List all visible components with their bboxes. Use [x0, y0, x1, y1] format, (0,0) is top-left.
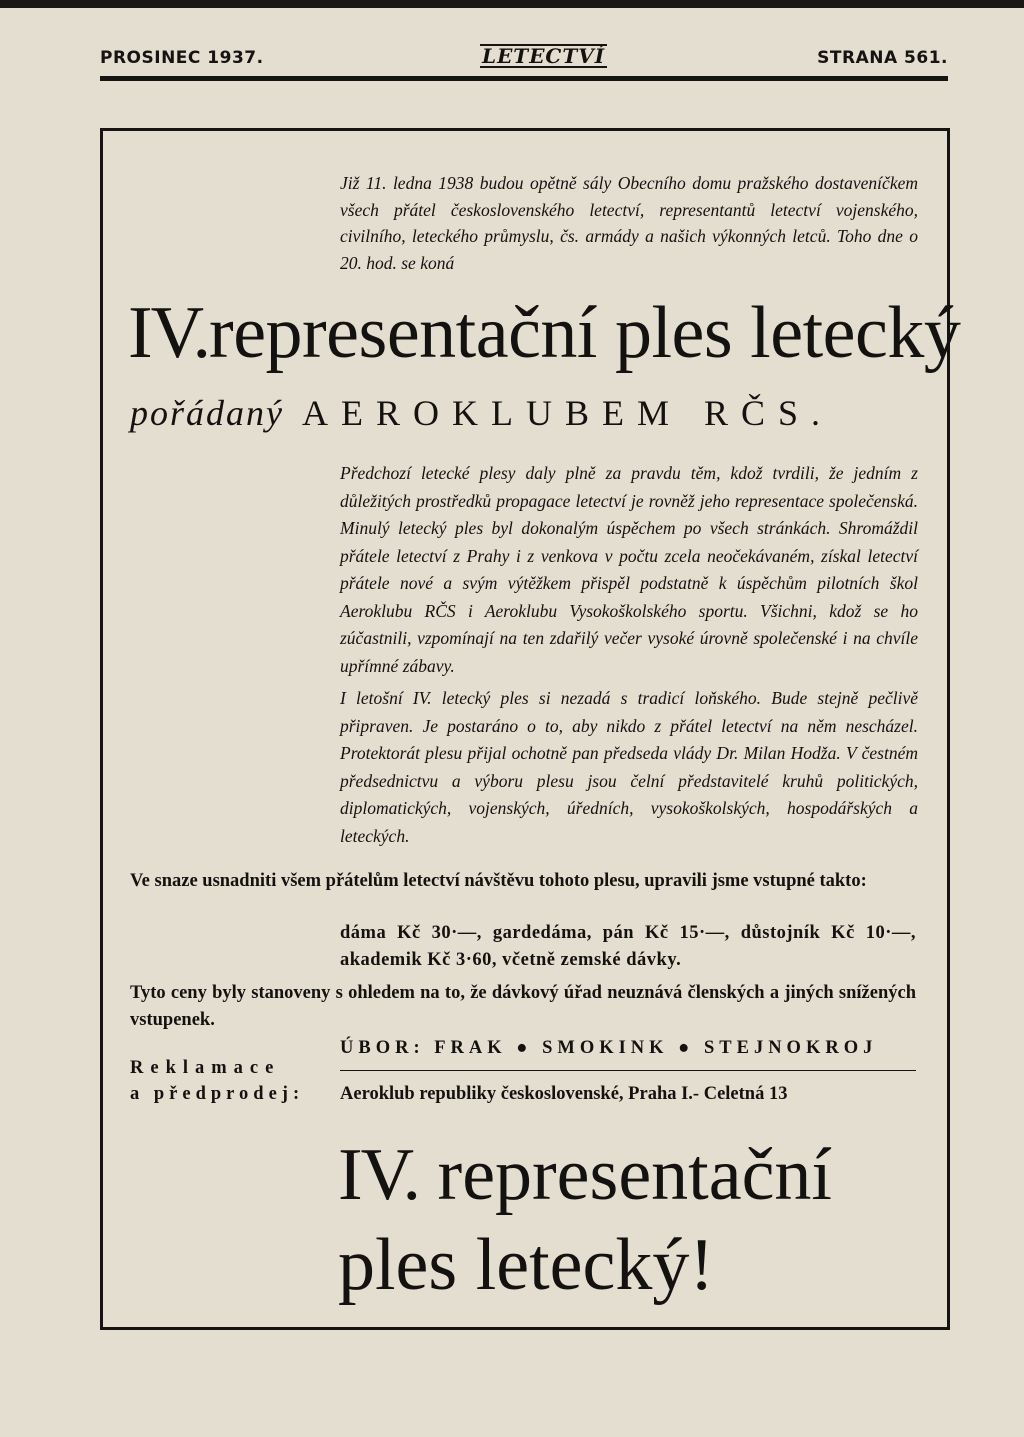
- ball-title: [128, 288, 961, 378]
- prices-note: Tyto ceny byly stanoveny s ohledem na to, že dávkový úřad neuznává členských a jiných snížených vstupenek.: [130, 983, 916, 1030]
- header-rule: [100, 76, 948, 81]
- closing-title-number: IV.: [338, 1134, 420, 1216]
- ball-title-text: representační ples letecký: [209, 292, 961, 374]
- reclamation-label: Reklamace: [130, 1058, 281, 1078]
- organizer-line: [130, 392, 930, 442]
- presale-label: a předprodej:: [130, 1084, 305, 1104]
- organizer-caps: AEROKLUBEM RČS.: [302, 393, 834, 433]
- header-page-number: STRANA 561.: [817, 48, 948, 68]
- prices-list: dáma Kč 30·—, gardedáma, pán Kč 15·—, důstojník Kč 10·—, akademik Kč 3·60, včetně zemské dávky.: [340, 923, 916, 970]
- magazine-logo: LETECTVÍ: [482, 44, 606, 68]
- body-paragraph-2: I letošní IV. letecký ples si nezadá s tradicí loňského. Bude stejně pečlivě připraven. Je postaráno o to, aby nikdo z přátel letectví na něm nescházel. Protektorát plesu přijal ochotně pan předseda vlády Dr. Milan Hodža. V čestném předsednictvu a výboru plesu jsou čelní představitelé kruhů politických, diplomatických, vojenských, úředních, vysokoškolských, hospodářských a leteckých.: [340, 688, 918, 846]
- organizer-italic: pořádaný: [130, 393, 284, 433]
- dress-code-rule: [340, 1070, 916, 1071]
- presale-address: Aeroklub republiky československé, Praha I.- Celetná 13: [340, 1084, 788, 1104]
- ball-title-number: IV.: [128, 292, 210, 374]
- closing-title-text: representační ples letecký!: [338, 1134, 832, 1306]
- prices-intro: Ve snaze usnadniti všem přátelům letectví návštěvu tohoto plesu, upravili jsme vstupné takto:: [130, 871, 867, 891]
- body-paragraph-1: Předchozí letecké plesy daly plně za pravdu těm, kdož tvrdili, že jedním z důležitých prostředků propagace letectví je rovněž jeho representace společenská. Minulý letecký ples byl dokonalým úspěchem po všech stránkách. Shromáždil přátele letectví z Prahy i z venkova v počtu zcela neočekávaném, získal letectví přátele nové a svým výtěžkem přispěl podstatně k úspěchům pilotních škol Aeroklubu RČS i Aeroklubu Vysokoškolského sportu. Všichni, kdož se ho zúčastnili, vzpomínají na ten zdařilý večer vysoké úrovně společenské i na chvíle upřímné zábavy.: [340, 463, 918, 676]
- dress-code: ÚBOR: FRAK ● SMOKINK ● STEJNOKROJ: [340, 1038, 878, 1058]
- body-text: [340, 460, 918, 850]
- closing-title: [338, 1130, 928, 1310]
- top-edge-bar: [0, 0, 1024, 8]
- intro-text: Již 11. ledna 1938 budou opětně sály Obecního domu pražského dostaveníčkem všech přátel československého letectví, representantů letectví vojenského, civilního, leteckého průmyslu, čs. armády a našich výkonných letců. Toho dne o 20. hod. se koná: [340, 173, 918, 273]
- header-date: PROSINEC 1937.: [100, 48, 264, 68]
